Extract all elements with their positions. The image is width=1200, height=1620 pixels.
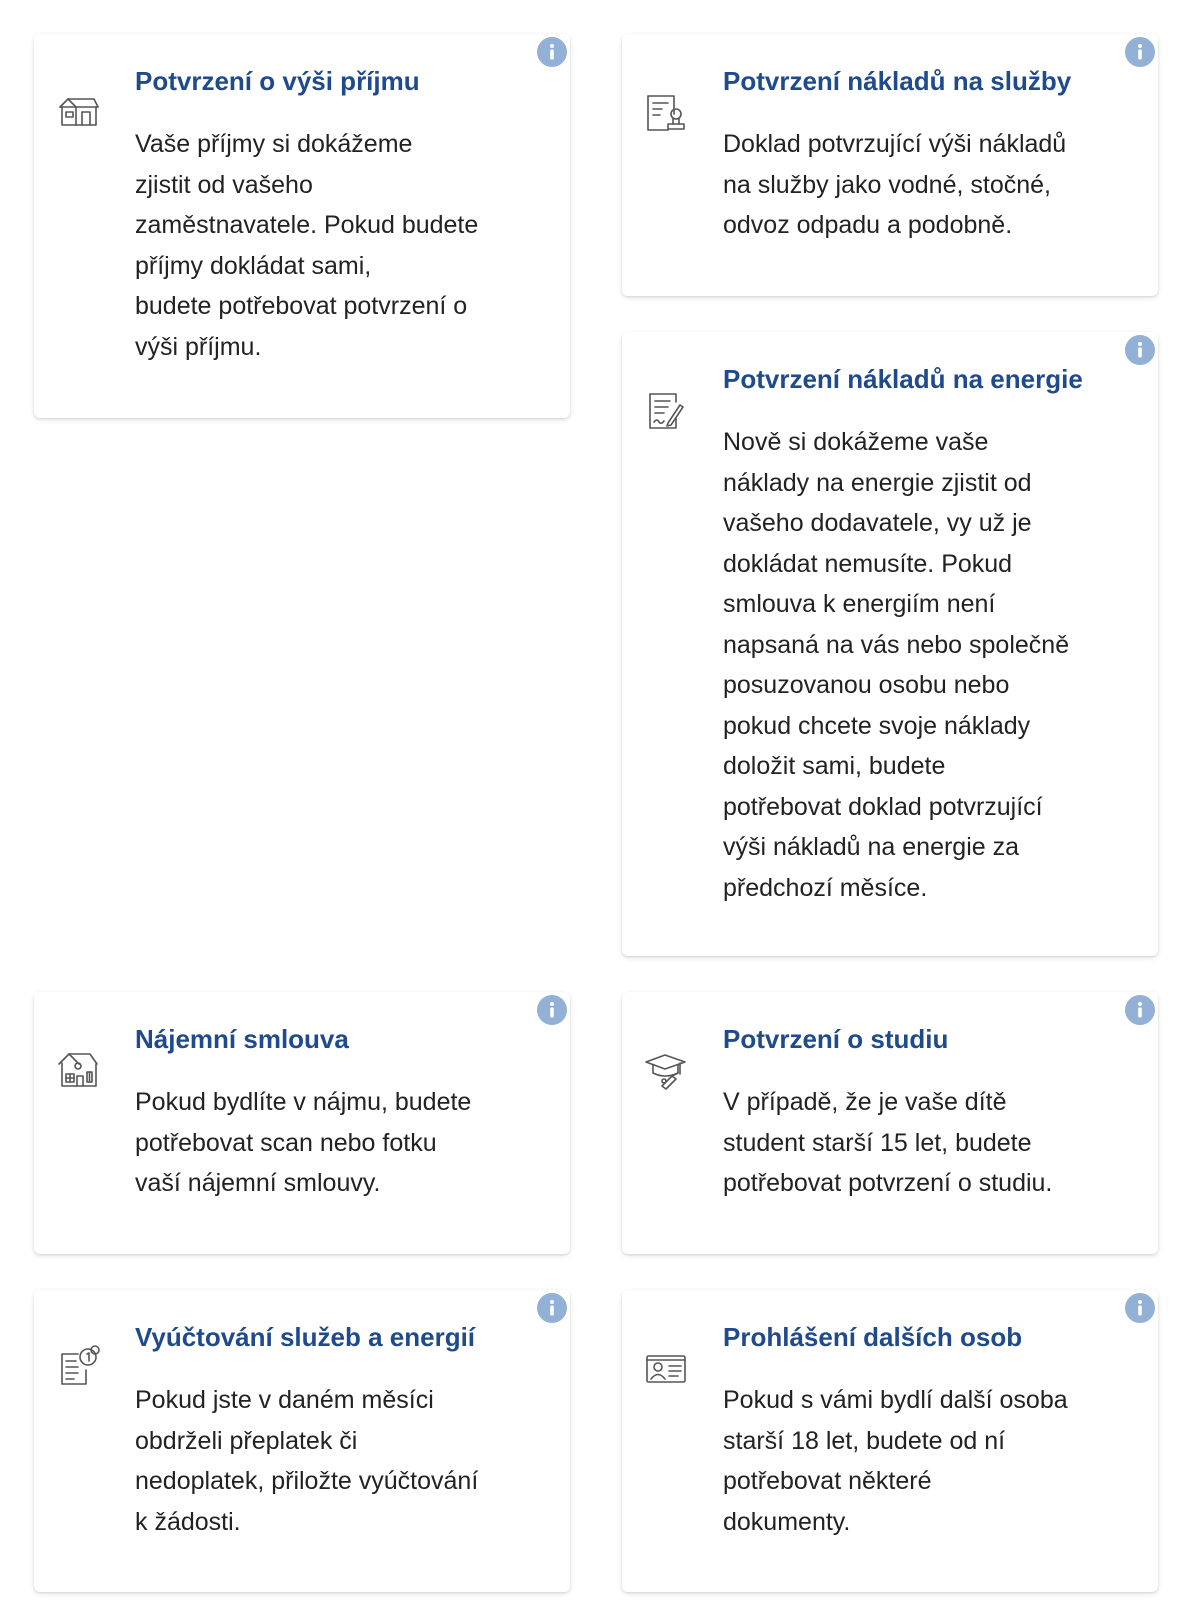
graduation-cap-icon xyxy=(644,1048,688,1092)
card-billing xyxy=(34,1290,570,1592)
card-description: Pokud jste v daném měsíci obdrželi přeplatek či nedoplatek, přiložte vyúčtování k žádosti. xyxy=(135,1386,479,1536)
id-card-icon xyxy=(644,1346,688,1390)
card-description: Pokud s vámi bydlí další osoba starší 18 let, budete od ní potřebovat některé dokumenty. xyxy=(723,1386,1068,1536)
info-icon[interactable] xyxy=(537,1293,567,1323)
card-description: Nově si dokážeme vaše náklady na energie zjistit od vašeho dodavatele, vy už je dokládat nemusíte. Pokud smlouva k energiím není napsaná na vás nebo společně posuzovanou osobu nebo pokud chcete svoje náklady doložit sami, budete potřebovat doklad potvrzující výši nákladů na energie za předchozí měsíce. xyxy=(723,428,1070,902)
card-service-costs xyxy=(622,34,1158,296)
info-icon[interactable] xyxy=(1125,1293,1155,1323)
card-title[interactable]: Potvrzení o studiu xyxy=(723,1024,949,1054)
document-sign-icon xyxy=(644,388,688,432)
card-title[interactable]: Potvrzení o výši příjmu xyxy=(135,66,420,96)
card-title[interactable]: Nájemní smlouva xyxy=(135,1024,349,1054)
info-icon[interactable] xyxy=(1125,995,1155,1025)
card-description: Pokud bydlíte v nájmu, budete potřebovat scan nebo fotku vaší nájemní smlouvy. xyxy=(135,1088,472,1197)
card-energy-costs xyxy=(622,332,1158,956)
house-icon xyxy=(56,1046,100,1090)
card-declaration-other-persons xyxy=(622,1290,1158,1592)
card-title[interactable]: Prohlášení dalších osob xyxy=(723,1322,1023,1352)
card-title[interactable]: Vyúčtování služeb a energií xyxy=(135,1322,476,1352)
card-income-confirmation xyxy=(34,34,570,418)
document-stamp-icon xyxy=(644,90,688,134)
info-icon[interactable] xyxy=(1125,335,1155,365)
card-description: Vaše příjmy si dokážeme zjistit od vašeho zaměstnavatele. Pokud budete příjmy dokládat sami, budete potřebovat potvrzení o výši příjmu. xyxy=(135,130,479,361)
card-title[interactable]: Potvrzení nákladů na energie xyxy=(723,364,1083,394)
house-key-icon xyxy=(56,88,100,132)
card-lease-agreement xyxy=(34,992,570,1254)
card-description: V případě, že je vaše dítě student starší 15 let, budete potřebovat potvrzení o studiu. xyxy=(723,1088,1053,1197)
invoice-clock-icon xyxy=(56,1344,100,1388)
card-title[interactable]: Potvrzení nákladů na služby xyxy=(723,66,1072,96)
info-icon[interactable] xyxy=(537,995,567,1025)
card-study-confirmation xyxy=(622,992,1158,1254)
info-icon[interactable] xyxy=(537,37,567,67)
card-description: Doklad potvrzující výši nákladů na služby jako vodné, stočné, odvoz odpadu a podobně. xyxy=(723,130,1067,239)
info-icon[interactable] xyxy=(1125,37,1155,67)
